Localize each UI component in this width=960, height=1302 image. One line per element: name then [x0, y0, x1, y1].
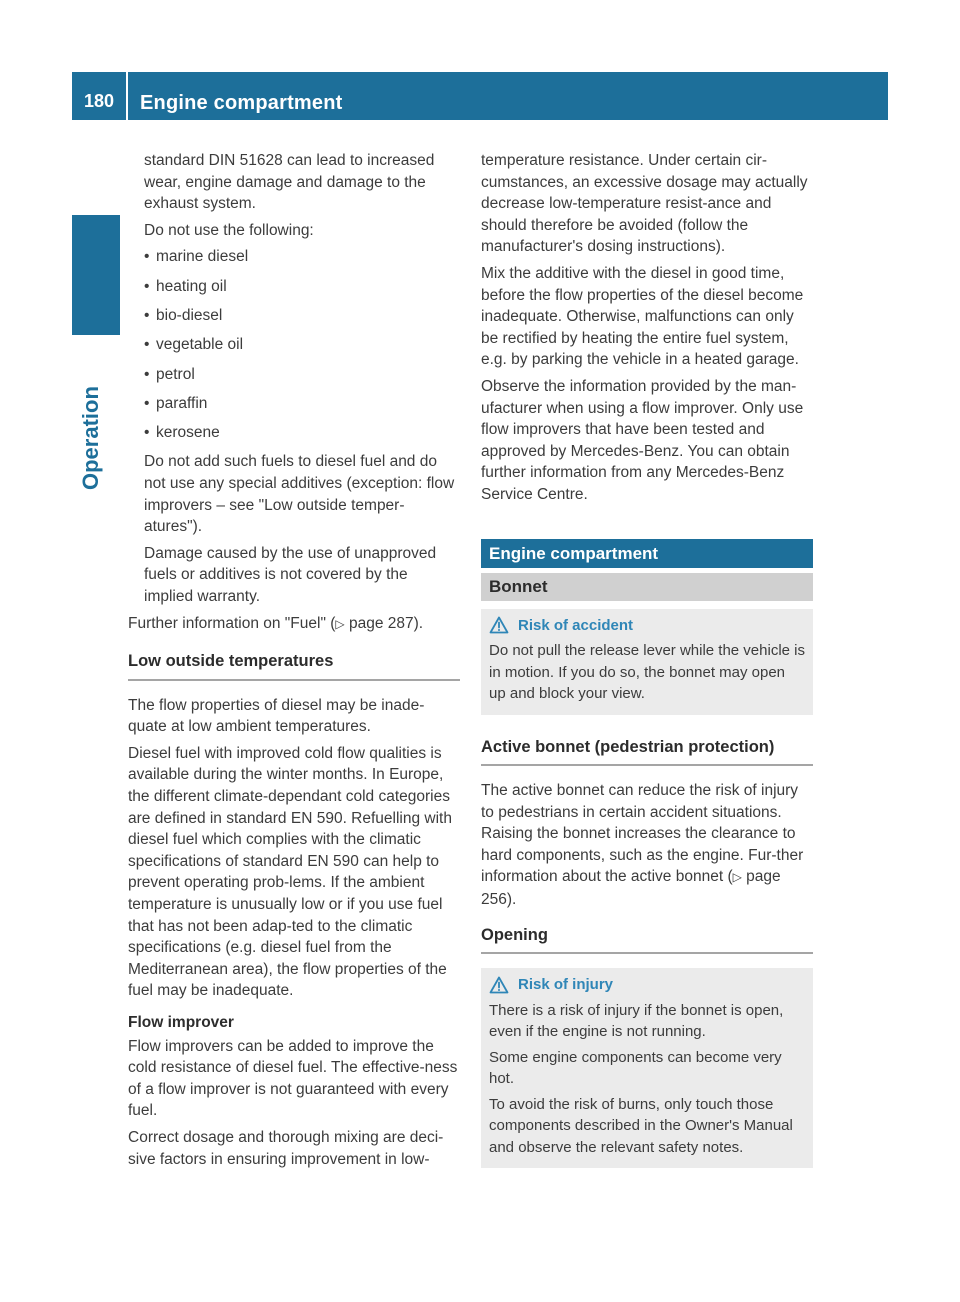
warning-text-1: There is a risk of injury if the bonnet is open, even if the engine is not running. — [489, 1001, 784, 1041]
bonnet-heading: Bonnet — [481, 573, 813, 601]
section-tab-marker — [72, 215, 120, 335]
list-item: • marine diesel — [144, 246, 460, 268]
flow-improver-paragraph-2: Correct dosage and thorough mixing are deci-sive factors in ensuring improvement in low- — [128, 1128, 444, 1168]
page-title: Engine compartment — [140, 92, 343, 114]
warning-header — [489, 615, 805, 637]
page-reference-icon: ▷ — [732, 870, 742, 885]
warning-header — [489, 974, 805, 996]
left-column — [128, 150, 460, 1175]
page-reference-icon: ▷ — [335, 616, 345, 631]
left-paragraph-4: Damage caused by the use of unapproved fuels or additives is not covered by the implied warranty. — [144, 544, 437, 605]
low-temp-paragraph-1: The flow properties of diesel may be inade-quate at low ambient temperatures. — [128, 696, 425, 736]
flow-improver-heading: Flow improver — [128, 1014, 234, 1031]
left-paragraph-3: Do not add such fuels to diesel fuel and do not use any special additives (exception: flow improvers – see "Low outside temper-atures"). — [144, 453, 455, 536]
active-bonnet-text: The active bonnet can reduce the risk of injury to pedestrians in certain accident situations. Raising the bonnet increases the clearance to hard components, such as the engine. Fur-ther information about the active bonnet ( — [481, 782, 804, 886]
right-column — [481, 150, 813, 1168]
list-item: • heating oil — [144, 276, 460, 298]
section-tab-label: Operation — [78, 386, 103, 490]
warning-text: Do not pull the release lever while the vehicle is in motion. If you do so, the bonnet may open up and block your view. — [489, 642, 806, 702]
active-bonnet-paragraph — [481, 780, 813, 911]
right-paragraph-3: Observe the information provided by the man-ufacturer when using a flow improver. Only use flow improvers that have been tested and approved by Mercedes-Benz. You can obtain further information from any Mercedes-Benz Service Centre. — [481, 377, 804, 503]
warning-risk-of-injury — [481, 968, 813, 1168]
fuel-reference-prefix: Further information on "Fuel" ( — [128, 614, 336, 632]
active-bonnet-heading: Active bonnet (pedestrian protection) — [481, 737, 813, 767]
list-item: • bio-diesel — [144, 305, 460, 327]
warning-title: Risk of accident — [518, 616, 634, 634]
warning-text-2: Some engine components can become very hot. — [489, 1048, 782, 1088]
engine-compartment-heading: Engine compartment — [481, 539, 813, 568]
opening-heading: Opening — [481, 925, 813, 955]
page-number: 180 — [84, 91, 115, 111]
right-paragraph-2: Mix the additive with the diesel in good time, before the flow properties of the diesel become inadequate. Otherwise, malfunctions can only be rectified by heating the entire fuel system, e.g. by parking the vehicle in a heated garage. — [481, 264, 804, 369]
excluded-fuels-list — [128, 246, 460, 443]
warning-triangle-icon — [489, 616, 509, 634]
warning-text-3: To avoid the risk of burns, only touch those components described in the Owner's Manual and observe the relevant safety notes. — [489, 1095, 793, 1156]
active-bonnet-text-suffix: page 256). — [481, 868, 781, 909]
list-item: • kerosene — [144, 422, 460, 444]
fuel-reference — [128, 613, 460, 636]
list-item: • vegetable oil — [144, 334, 460, 356]
left-paragraph-1: standard DIN 51628 can lead to increased wear, engine damage and damage to the exhaust system. — [144, 152, 435, 213]
fuel-reference-suffix: page 287). — [344, 614, 424, 632]
low-temperatures-heading: Low outside temperatures — [128, 651, 460, 681]
warning-triangle-icon — [489, 976, 509, 994]
low-temp-paragraph-2: Diesel fuel with improved cold flow qualities is available during the winter months. In Europe, the different climate-dependant cold categories are defined in standard EN 590. Refuelling with diesel fuel which complies with the climatic specifications of standard EN 590 can help to prevent operating prob-lems. If the ambient temperature is unusually low or if you use fuel that has not been adap-ted to the climatic specifications (e.g. diesel fuel from the Mediterranean area), the flow properties of the fuel may be inadequate. — [128, 744, 452, 1000]
warning-risk-of-accident — [481, 609, 813, 715]
list-item: • paraffin — [144, 393, 460, 415]
header-divider — [126, 72, 128, 120]
flow-improver-paragraph-1: Flow improvers can be added to improve the cold resistance of diesel fuel. The effective-ness of a flow improver is not guaranteed with every fuel. — [128, 1037, 458, 1120]
left-paragraph-2: Do not use the following: — [144, 221, 314, 239]
list-item: • petrol — [144, 364, 460, 386]
right-paragraph-1: temperature resistance. Under certain cir-cumstances, an excessive dosage may actually decrease low-temperature resist-ance and should therefore be avoided (follow the manufacturer's dosing instructions). — [481, 152, 808, 256]
warning-title: Risk of injury — [518, 976, 614, 994]
